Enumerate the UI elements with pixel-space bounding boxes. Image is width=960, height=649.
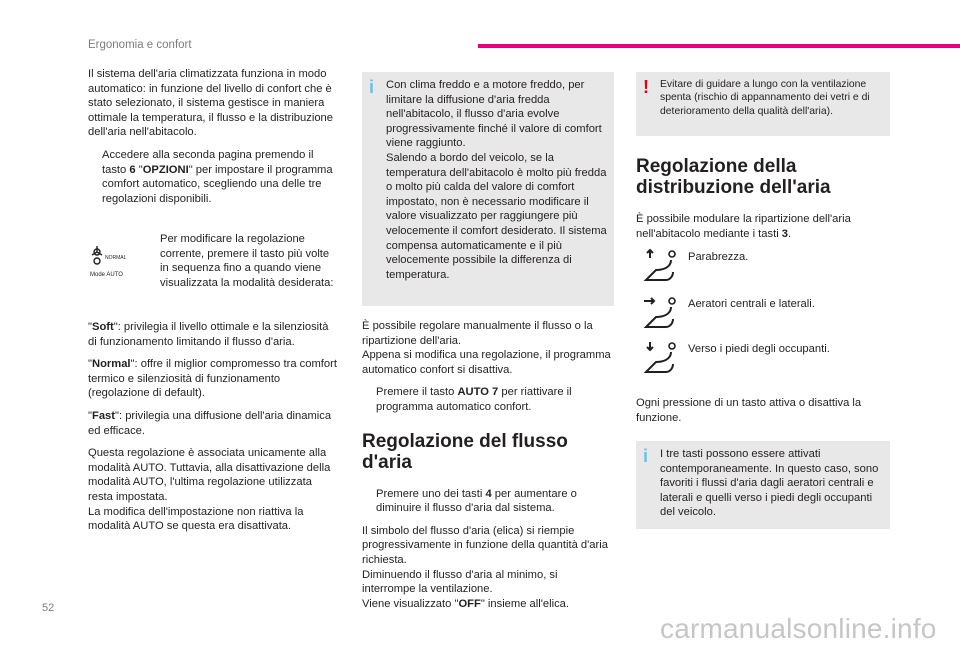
feet-airflow-icon xyxy=(640,340,680,376)
bullet-icon xyxy=(146,232,160,290)
column-2 xyxy=(362,319,614,611)
section-title: Ergonomia e confort xyxy=(88,39,192,51)
paragraph: Il simbolo del flusso d'aria (elica) si riempie progressivamente in funzione della quantità d'aria richiesta. xyxy=(362,524,608,566)
central-vents-airflow-icon xyxy=(640,295,680,331)
feet-label: Verso i piedi degli occupanti. xyxy=(688,343,830,355)
list-item: Premere uno dei tasti 4 per aumentare o diminuire il flusso d'aria dal sistema. xyxy=(362,487,614,516)
mode-caption: Mode AUTO xyxy=(90,272,123,278)
warning-note: ! Evitare di guidare a lungo con la ventilazione spenta (rischio di appannamento dei vetri e di deterioramento della qualità dell'aria). xyxy=(636,72,890,136)
list-item: Accedere alla seconda pagina premendo il tasto 6 "OPZIONI" per impostare il programma comfort automatico, scegliendo una delle tre regolazioni disponibili. xyxy=(88,148,338,206)
paragraph: Diminuendo il flusso d'aria al minimo, si interrompe la ventilazione. xyxy=(362,568,558,596)
windscreen-airflow-icon xyxy=(640,248,680,284)
column-1-modes xyxy=(88,320,338,534)
fan-mode-icon xyxy=(88,242,128,278)
windscreen-button-row xyxy=(636,248,896,284)
feet-button-row xyxy=(636,340,896,376)
watermark: carmanualsonline.info xyxy=(660,613,937,644)
windscreen-label: Parabrezza. xyxy=(688,251,749,263)
column-1 xyxy=(88,67,338,214)
header-accent-bar xyxy=(478,44,960,48)
paragraph: Viene visualizzato "OFF" insieme all'elica. xyxy=(362,597,569,610)
column-3 xyxy=(636,156,890,386)
paragraph: Appena si modifica una regolazione, il programma automatico confort si disattiva. xyxy=(362,349,611,376)
paragraph: È possibile regolare manualmente il flusso o la ripartizione dell'aria. xyxy=(362,320,593,347)
mode-normal: "Normal": offre il miglior compromesso tra comfort termico e silenziosità di funzionamento (regolazione di default). xyxy=(88,358,337,400)
key-number: 6 xyxy=(129,163,136,176)
svg-text:NORMAL: NORMAL xyxy=(105,255,127,261)
bullet-icon xyxy=(362,487,376,516)
paragraph: La modifica dell'impostazione non riattiva la modalità AUTO se questa era disattivata. xyxy=(88,505,304,533)
list-item: Per modificare la regolazione corrente, premere il tasto più volte in sequenza fino a quando viene visualizzata la modalità desiderata: xyxy=(146,232,336,290)
vents-label: Aeratori centrali e laterali. xyxy=(688,298,815,310)
section-heading: Regolazione del flusso d'aria xyxy=(362,430,568,473)
option-name: OPZIONI xyxy=(142,163,189,176)
intro-paragraph: Il sistema dell'aria climatizzata funziona in modo automatico: in funzione del livello di confort che è stato selezionato, il sistema gestisce in maniera ottimale la temperatura, il flusso e la distribuzione dell'aria nell'abitacolo. xyxy=(88,68,333,139)
section-heading: Regolazione della distribuzione dell'aria xyxy=(636,156,831,198)
info-icon: i xyxy=(369,77,375,97)
bullet-icon xyxy=(88,148,102,206)
vents-button-row xyxy=(636,295,896,331)
bullet-icon xyxy=(362,385,376,414)
mode-fast: "Fast": privilegia una diffusione dell'aria dinamica ed efficace. xyxy=(88,409,332,437)
paragraph: È possibile modulare la ripartizione dell'aria nell'abitacolo mediante i tasti 3. xyxy=(636,213,851,240)
mode-soft: "Soft": privilegia il livello ottimale e la silenziosità di funzionamento limitando il flusso d'aria. xyxy=(88,321,329,348)
page-number: 52 xyxy=(42,602,55,614)
info-icon: i xyxy=(643,446,649,466)
column-3-lower xyxy=(636,396,890,425)
info-note: i Con clima freddo e a motore freddo, per limitare la diffusione d'aria fredda nell'abitacolo, il flusso d'aria evolve progressivamente finché il valore di comfort viene raggiunto. Salendo a bordo del veicolo, se la temperatura dell'abitacolo è molto più fredda o molto più calda del valore di comfort impostato, non è necessario modificare il valore visualizzato per raggiungere più velocemente il comfort desiderato. Il sistema compensa automaticamente e il più velocemente possibile la differenza di temperatura. xyxy=(362,72,614,306)
info-note: i I tre tasti possono essere attivati contemporaneamente. In questo caso, sono favoriti i flussi d'aria dagli aeratori centrali e laterali e quelli verso i piedi degli occupanti del veicolo. xyxy=(636,441,890,529)
warning-icon: ! xyxy=(643,77,649,97)
paragraph: Questa regolazione è associata unicamente alla modalità AUTO. Tuttavia, alla disattivazione della modalità AUTO, l'ultima regolazione utilizzata resta impostata. xyxy=(88,447,331,503)
list-item: Premere il tasto AUTO 7 per riattivare il programma automatico confort. xyxy=(362,385,614,414)
paragraph: Ogni pressione di un tasto attiva o disattiva la funzione. xyxy=(636,397,862,424)
